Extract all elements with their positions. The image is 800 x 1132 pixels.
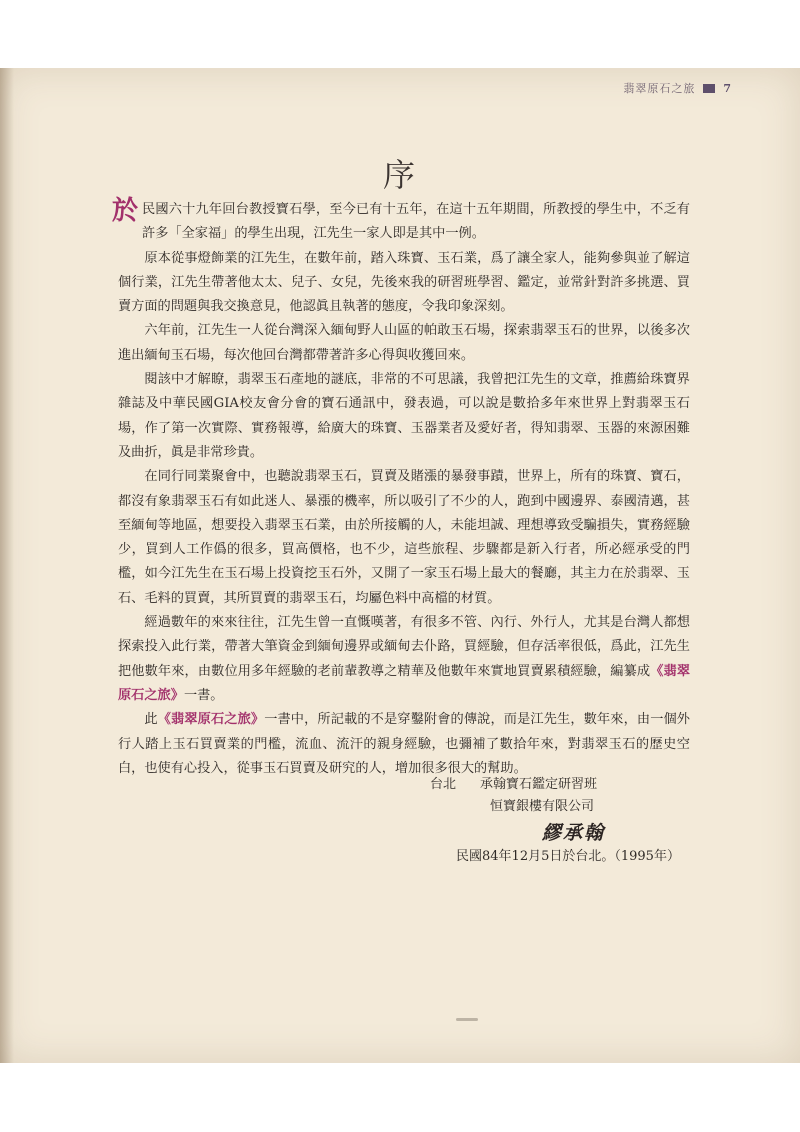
running-title: 翡翠原石之旅 xyxy=(623,82,696,95)
running-header xyxy=(623,80,732,96)
paragraph-6: 經過數年的來來往往，江先生曾一直慨嘆著，有很多不管、內行、外行人，尤其是台灣人都想探索投入此行業，帶著大筆資金到緬甸邊界或緬甸去仆路，買經驗，但存活率很低，爲此，江先生把他數年來，由數位用多年經驗的老前輩教導之精華及他數年來實地買賣累積經驗，編纂成《翡翠原石之旅》一書。 xyxy=(118,615,691,703)
signature-date: 民國84年12月5日於台北。（1995年） xyxy=(456,849,680,864)
signature-org-2: 恒寶銀樓有限公司 xyxy=(490,799,595,814)
paragraph-5: 在同行同業聚會中，也聽說翡翠玉石，買賣及賭漲的暴發事蹟，世界上，所有的珠寶、寶石，都沒有象翡翠玉石有如此迷人、暴漲的機率，所以吸引了不少的人，跑到中國邊界、泰國清邁，甚至緬甸等地區，想要投入翡翠玉石業，由於所接觸的人，未能坦誠、理想導致受騙損失，實務經驗少，買到人工作僞的很多，買高價格，也不少，這些旅程、步驟都是新入行者，所必經承受的門檻，如今江先生在玉石場上投資挖玉石外，又開了一家玉石場上最大的餐廳，其主力在於翡翠、玉石、毛料的買賣，其所買賣的翡翠玉石，均屬色料中高檔的材質。 xyxy=(118,469,690,606)
paragraph-1 xyxy=(112,196,690,247)
signature-block xyxy=(430,774,597,818)
paragraph-text: 民國六十九年回台教授寶石學，至今已有十五年，在這十五年期間，所教授的學生中，不乏有許多「全家福」的學生出現，江先生一家人即是其中一例。 xyxy=(142,202,690,242)
page-title: 序 xyxy=(382,156,417,194)
preface-body xyxy=(112,196,691,781)
drop-cap: 於 xyxy=(112,196,139,226)
handwritten-signature: 繆承翰 xyxy=(542,822,606,844)
paragraph-7: 此《翡翠原石之旅》一書中，所記載的不是穿鑿附會的傳說，而是江先生，數年來，由一個外行人踏上玉石買賣業的門檻，流血、流汗的親身經驗，也彌補了數拾年來，對翡翠玉石的歷史空白，也使有心投入，從事玉石買賣及研究的人，增加很多很大的幫助。 xyxy=(118,712,690,776)
book-title-highlight: 《翡翠原石之旅》 xyxy=(118,663,691,703)
paragraph-4: 閱該中才解瞭，翡翠玉石產地的謎底，非常的不可思議，我曾把江先生的文章，推薦給珠寶界雜誌及中華民國GIA校友會分會的寶石通訊中，發表過，可以說是數拾多年來世界上對翡翠玉石場，作了第一次實際、實務報導，給廣大的珠寶、玉器業者及愛好者，得知翡翠、玉器的來源困難及曲折，眞是非常珍貴。 xyxy=(118,372,690,460)
book-page xyxy=(0,68,800,1063)
paragraph-2: 原本從事燈飾業的江先生，在數年前，踏入珠寶、玉石業，爲了讓全家人，能夠參與並了解這個行業，江先生帶著他太太、兒子、女兒，先後來我的研習班學習、鑑定，並常針對許多挑選、買賣方面的問題與我交換意見，他認眞且執著的態度，令我印象深刻。 xyxy=(118,250,690,315)
paper-smudge xyxy=(456,1018,478,1021)
signature-org-1: 承翰寶石鑑定研習班 xyxy=(480,777,598,792)
paragraph-3: 六年前，江先生一人從台灣深入緬甸野人山區的帕敢玉石場，探索翡翠玉石的世界，以後多次進出緬甸玉石場，每次他回台灣都帶著許多心得與收獲回來。 xyxy=(118,323,690,363)
book-title-highlight: 《翡翠原石之旅》 xyxy=(157,712,265,728)
signature-city: 台北 xyxy=(430,777,457,792)
page-marker-icon xyxy=(703,84,715,93)
page-number: 7 xyxy=(723,81,732,95)
